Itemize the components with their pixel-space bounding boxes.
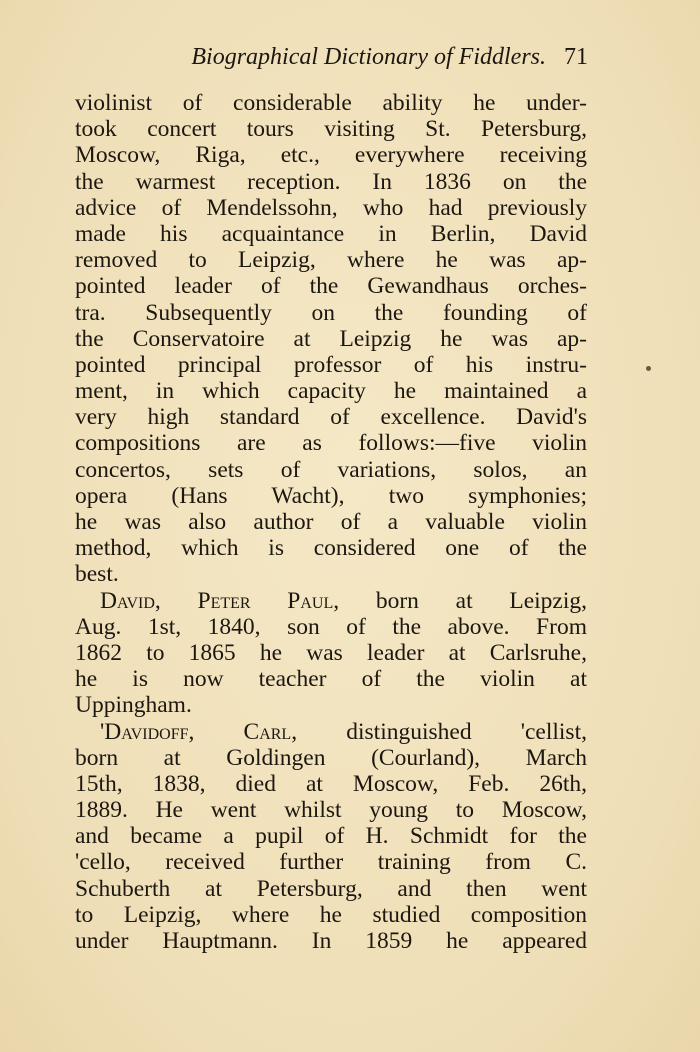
text-line: to Leipzig, where he studied composition bbox=[75, 901, 587, 928]
body-text bbox=[75, 90, 587, 954]
text-line: made his acquaintance in Berlin, David bbox=[75, 220, 587, 247]
text-line: ment, in which capacity he maintained a bbox=[75, 378, 587, 405]
text-line: violinist of considerable ability he under- bbox=[75, 90, 587, 116]
text-line: pointed leader of the Gewandhaus orches- bbox=[75, 273, 587, 300]
text-line: best. bbox=[75, 561, 119, 588]
text-line: under Hauptmann. In 1859 he appeared bbox=[75, 928, 587, 954]
text-line: pointed principal professor of his instru- bbox=[75, 351, 587, 378]
text-line: very high standard of excellence. David's bbox=[75, 404, 587, 431]
entry-headword: David, Peter Paul, bbox=[100, 587, 340, 614]
text-line: method, which is considered one of the bbox=[75, 535, 587, 562]
text-line: Moscow, Riga, etc., everywhere receiving bbox=[75, 142, 587, 169]
text-line: tra. Subsequently on the founding of bbox=[75, 299, 587, 326]
text-line: and became a pupil of H. Schmidt for the bbox=[75, 823, 587, 850]
text-line: the Conservatoire at Leipzig he was ap- bbox=[75, 325, 587, 352]
text-line: concertos, sets of variations, solos, an bbox=[75, 456, 587, 483]
entry-headword: 'Davidoff, Carl, bbox=[100, 718, 298, 745]
text-line: 'cello, received further training from C. bbox=[75, 849, 587, 876]
text-line: the warmest reception. In 1836 on the bbox=[75, 168, 587, 195]
text-line: advice of Mendelssohn, who had previously bbox=[75, 194, 587, 221]
text-line: 1889. He went whilst young to Moscow, bbox=[75, 797, 587, 824]
text-line: 1862 to 1865 he was leader at Carlsruhe, bbox=[75, 639, 587, 666]
text-line: Aug. 1st, 1840, son of the above. From bbox=[75, 613, 587, 640]
running-head bbox=[0, 44, 588, 71]
entry-heading-line: 'Davidoff, Carl, distinguished 'cellist, bbox=[100, 718, 587, 745]
page-number: 71 bbox=[564, 44, 588, 70]
text-line: he is now teacher of the violin at bbox=[75, 666, 587, 693]
text-line: took concert tours visiting St. Petersburg, bbox=[75, 116, 587, 143]
entry-heading-line: David, Peter Paul, born at Leipzig, bbox=[100, 587, 587, 614]
text-line: Schuberth at Petersburg, and then went bbox=[75, 875, 587, 902]
text-line: he was also author of a valuable violin bbox=[75, 509, 587, 535]
text-line: opera (Hans Wacht), two symphonies; bbox=[75, 482, 587, 509]
text-line: compositions are as follows:—five violin bbox=[75, 430, 587, 457]
text-line: 15th, 1838, died at Moscow, Feb. 26th, bbox=[75, 770, 587, 797]
text-line: removed to Leipzig, where he was ap- bbox=[75, 247, 587, 274]
paper-speck bbox=[646, 366, 651, 371]
running-head-title: Biographical Dictionary of Fiddlers. bbox=[191, 44, 546, 70]
text-line: Uppingham. bbox=[75, 692, 192, 719]
text-line: born at Goldingen (Courland), March bbox=[75, 744, 587, 771]
